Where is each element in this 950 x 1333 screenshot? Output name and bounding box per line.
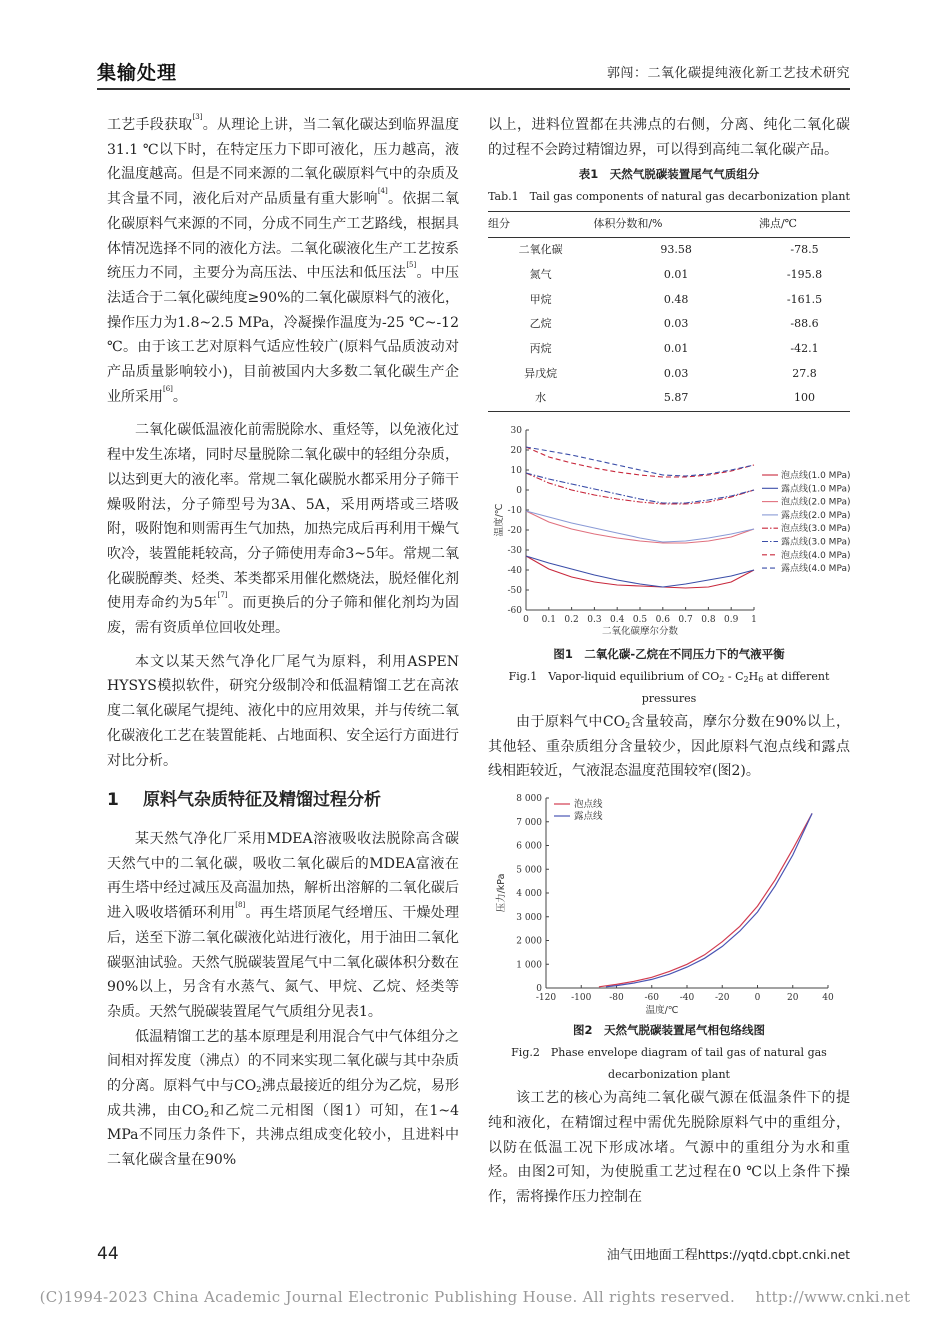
paragraph: 本文以某天然气净化厂尾气为原料，利用ASPEN HYSYS模拟软件，研究分级制冷和低温精馏工艺在高浓度二氧化碳尾气提纯、液化中的应用效果，并与传统二氧化碳液化工艺在装置能耗、占地面积、安全运行方面进行对比分析。 [107, 653, 459, 769]
y-axis-title: 温度/℃ [494, 503, 505, 537]
left-column [107, 113, 459, 1173]
table-cell: 0.03 [663, 366, 689, 380]
x-axis-title: 温度/℃ [645, 1005, 679, 1017]
paragraph: 低温精馏工艺的基本原理是利用混合气中气体组分之间相对挥发度（沸点）的不同来实现二氧化碳与其中杂质的分离。原料气中与$CO_2$沸点最接近的组分为乙烷，易形成共沸，由$CO_2$和乙烷二元相图（图1）可知，在1~4 MPa不同压力条件下，共沸点组成变化较小，且进料中二氧化碳含量在90% [107, 1028, 459, 1169]
table-row [488, 386, 850, 411]
paragraph: 工艺手段获取[3]。从理论上讲，当二氧化碳达到临界温度 31.1 ℃以下时，在特定压力下即可液化，压力越高，液化温度越高。但是不同来源的二氧化碳原料气中的杂质及其含量不同，液化后对产品质量有重大影响[4]。依据二氧化碳原料气来源的不同，分成不同生产工艺路线，根据具体情况选择不同的液化方法。二氧化碳液化生产工艺按系统压力不同，主要分为高压法、中压法和低压法[5]。中压法适合于二氧化碳纯度≥90%的二氧化碳原料气的液化，操作压力为1.8~2.5 MPa，冷凝操作温度为-25 ℃~-12 ℃。由于该工艺对原料气适应性较广(原料气品质波动对产品质量影响较小)，目前被国内大多数二氧化碳生产企业所采用[6]。 [107, 113, 460, 405]
table-cell: 100 [759, 386, 850, 411]
x-tick-label: 0.8 [701, 615, 716, 626]
section-heading: 1 原料气杂质特征及精馏过程分析 [107, 790, 381, 811]
running-title: 郭闯：二氧化碳提纯液化新工艺技术研究 [606, 66, 850, 81]
table-cell: 27.8 [792, 366, 817, 380]
x-tick-label: -40 [679, 993, 695, 1004]
x-tick-label: 0.9 [724, 615, 739, 626]
legend-label: 露点线(4.0 MPa) [781, 564, 850, 575]
x-tick-label: -80 [609, 993, 624, 1004]
table-cell: -78.5 [790, 243, 819, 257]
x-axis-title: 二氧化碳摩尔分数 [601, 626, 679, 638]
legend-label: 泡点线 [574, 799, 603, 811]
table-cell: 5.87 [593, 386, 759, 411]
paragraph: 二氧化碳低温液化前需脱除水、重烃等，以免液化过程中发生冻堵，同时尽量脱除二氧化碳中的轻组分杂质，以达到更大的液化率。常规二氧化碳脱水都采用分子筛干燥吸附法，分子筛型号为3A、5A，采用两塔或三塔吸附，吸附饱和则需再生气加热，加热完成后再利用干燥气吹冷，装置能耗较高，分子筛使用寿命3~5年。常规二氧化碳脱醇类、烃类、苯类都采用催化燃烧法，脱烃催化剂使用寿命约为5年[7]。而更换后的分子筛和催化剂均为固废，需有资质单位回收处理。 [107, 422, 459, 637]
journal-footer: 油气田地面工程https://yqtd.cbpt.cnki.net [606, 1248, 850, 1263]
x-tick-label: -20 [715, 993, 730, 1004]
composition-table [488, 211, 850, 412]
figure2-caption-cn: 图2 天然气脱碳装置尾气相包络线图 [573, 1023, 765, 1038]
x-tick-label: 0.1 [541, 615, 556, 626]
figure2-caption-en: Fig.2 Phase envelope diagram of tail gas of natural gas decarbonization plant [511, 1046, 827, 1082]
x-tick-label: 0.5 [632, 615, 648, 626]
table-caption-cn: 表1 天然气脱碳装置尾气气质组分 [578, 167, 760, 182]
x-tick-label: 1 [751, 615, 757, 626]
right-column [488, 113, 850, 1210]
table-cell: 氮气 [529, 267, 552, 281]
table-cell: 甲烷 [529, 292, 552, 306]
x-tick-label: 40 [822, 993, 834, 1004]
table-cell: 异戊烷 [524, 366, 558, 380]
y-tick-label: -20 [507, 526, 522, 537]
series-line [526, 511, 754, 542]
y-tick-label: -10 [507, 506, 522, 517]
table-cell: -88.6 [790, 317, 819, 331]
y-tick-label: 30 [510, 426, 522, 437]
page-number: 44 [97, 1244, 119, 1264]
y-tick-label: 2 000 [516, 936, 542, 947]
y-tick-label: 10 [510, 466, 522, 477]
y-tick-label: 5 000 [516, 865, 542, 876]
table-row [488, 337, 850, 362]
series-line [526, 447, 754, 476]
table-cell: 93.58 [660, 243, 692, 257]
paragraph: 由于原料气中$CO_2$含量较高，摩尔分数在90%以上，其他轻、重杂质组分含量较少，因此原料气泡点线和露点线相距较近，气液混态温度范围较窄(图2)。 [488, 714, 850, 780]
table-header: 沸点/℃ [759, 212, 850, 238]
x-tick-label: -60 [644, 993, 659, 1004]
series-line [599, 814, 812, 987]
legend-label: 泡点线(4.0 MPa) [781, 550, 850, 561]
table-cell: 0.01 [663, 267, 689, 281]
copyright-notice: (C)1994-2023 China Academic Journal Electronic Publishing House. All rights reserved. http://www.cnki.net [39, 1288, 911, 1306]
table-cell: -161.5 [786, 292, 823, 306]
x-tick-label: 0.2 [564, 615, 579, 626]
journal-section: 集输处理 [97, 62, 178, 84]
series-line [526, 556, 754, 587]
table-row [488, 312, 850, 337]
table-cell: 二氧化碳 [518, 243, 563, 257]
legend-label: 露点线(3.0 MPa) [781, 537, 850, 548]
y-tick-label: -30 [507, 546, 522, 557]
series-line [526, 473, 754, 503]
series-line [606, 814, 812, 987]
legend-label: 露点线(2.0 MPa) [781, 510, 850, 521]
series-line [526, 556, 754, 588]
x-tick-label: -120 [535, 993, 557, 1004]
table-cell: 丙烷 [529, 341, 552, 355]
table-caption-en: Tab.1 Tail gas components of natural gas decarbonization plant [488, 190, 850, 204]
table-row [488, 238, 850, 263]
y-tick-label: 20 [510, 446, 522, 457]
y-tick-label: 3 000 [516, 912, 542, 923]
y-tick-label: 4 000 [516, 889, 542, 900]
legend-label: 泡点线(3.0 MPa) [781, 524, 850, 535]
y-tick-label: 1 000 [516, 960, 542, 971]
x-tick-label: 20 [787, 993, 799, 1004]
table-header: 体积分数和/% [593, 212, 759, 238]
x-tick-label: -100 [571, 993, 592, 1004]
x-tick-label: 0.6 [655, 615, 670, 626]
phase-envelope-chart [488, 790, 850, 1016]
table-cell: 乙烷 [529, 317, 552, 331]
y-tick-label: 6 000 [516, 841, 542, 852]
y-tick-label: 7 000 [516, 817, 542, 828]
y-tick-label: -50 [507, 586, 522, 597]
table-row [488, 288, 850, 313]
vle-chart [488, 418, 850, 640]
table-header: 组分 [488, 212, 593, 238]
table-row [488, 362, 850, 387]
y-axis-title: 压力/kPa [496, 873, 507, 913]
paragraph: 该工艺的核心为高纯二氧化碳气源在低温条件下的提纯和液化，在精馏过程中需优先脱除原料气中的重组分，以防在低温工况下形成冰堵。气源中的重组分为水和重烃。由图2可知，为使脱重工艺过程在0 ℃以上条件下操作，需将操作压力控制在 [488, 1090, 850, 1205]
table-cell: 水 [488, 386, 593, 411]
figure1-caption-en: Fig.1 Vapor-liquid equilibrium of $CO_2 - C_2H_6$ at different pressures [508, 670, 830, 706]
paragraph: 某天然气净化厂采用MDEA溶液吸收法脱除高含碳天然气中的二氧化碳，吸收二氧化碳后的MDEA富液在再生塔中经过减压及高温加热，解析出溶解的二氧化碳后进入吸收塔循环利用[8]。再生塔顶尾气经增压、干燥处理后，送至下游二氧化碳液化站进行液化，用于油田二氧化碳驱油试验。天然气脱碳装置尾气中二氧化碳体积分数在90%以上，另含有水蒸气、氮气、甲烷、乙烷、烃类等杂质。天然气脱碳装置尾气气质组分见表1。 [107, 830, 460, 1020]
paragraph: 以上，进料位置都在共沸点的右侧，分离、纯化二氧化碳的过程不会跨过精馏边界，可以得到高纯二氧化碳产品。 [488, 117, 850, 158]
legend-label: 露点线 [574, 811, 603, 823]
y-tick-label: 0 [536, 984, 542, 995]
table-cell: 0.48 [663, 292, 689, 306]
table-cell: 0.03 [663, 317, 689, 331]
x-tick-label: 0 [523, 615, 529, 626]
table-header-row [488, 212, 850, 238]
table-row [488, 263, 850, 288]
x-tick-label: 0.7 [678, 615, 693, 626]
x-tick-label: 0 [754, 993, 761, 1004]
header-rule [97, 88, 850, 90]
legend-label: 泡点线(2.0 MPa) [781, 497, 850, 508]
table-cell: -195.8 [786, 267, 823, 281]
y-tick-label: -40 [507, 566, 522, 577]
legend-label: 露点线(1.0 MPa) [781, 484, 850, 495]
table-cell: 0.01 [663, 341, 689, 355]
table-cell: -42.1 [790, 341, 819, 355]
y-tick-label: -60 [507, 606, 522, 617]
figure1-caption-cn: 图1 二氧化碳-乙烷在不同压力下的气液平衡 [553, 647, 785, 662]
y-tick-label: 0 [516, 486, 522, 497]
x-tick-label: 0.3 [587, 615, 602, 626]
legend-label: 泡点线(1.0 MPa) [781, 471, 850, 482]
y-tick-label: 8 000 [516, 794, 542, 805]
x-tick-label: 0.4 [610, 615, 625, 626]
